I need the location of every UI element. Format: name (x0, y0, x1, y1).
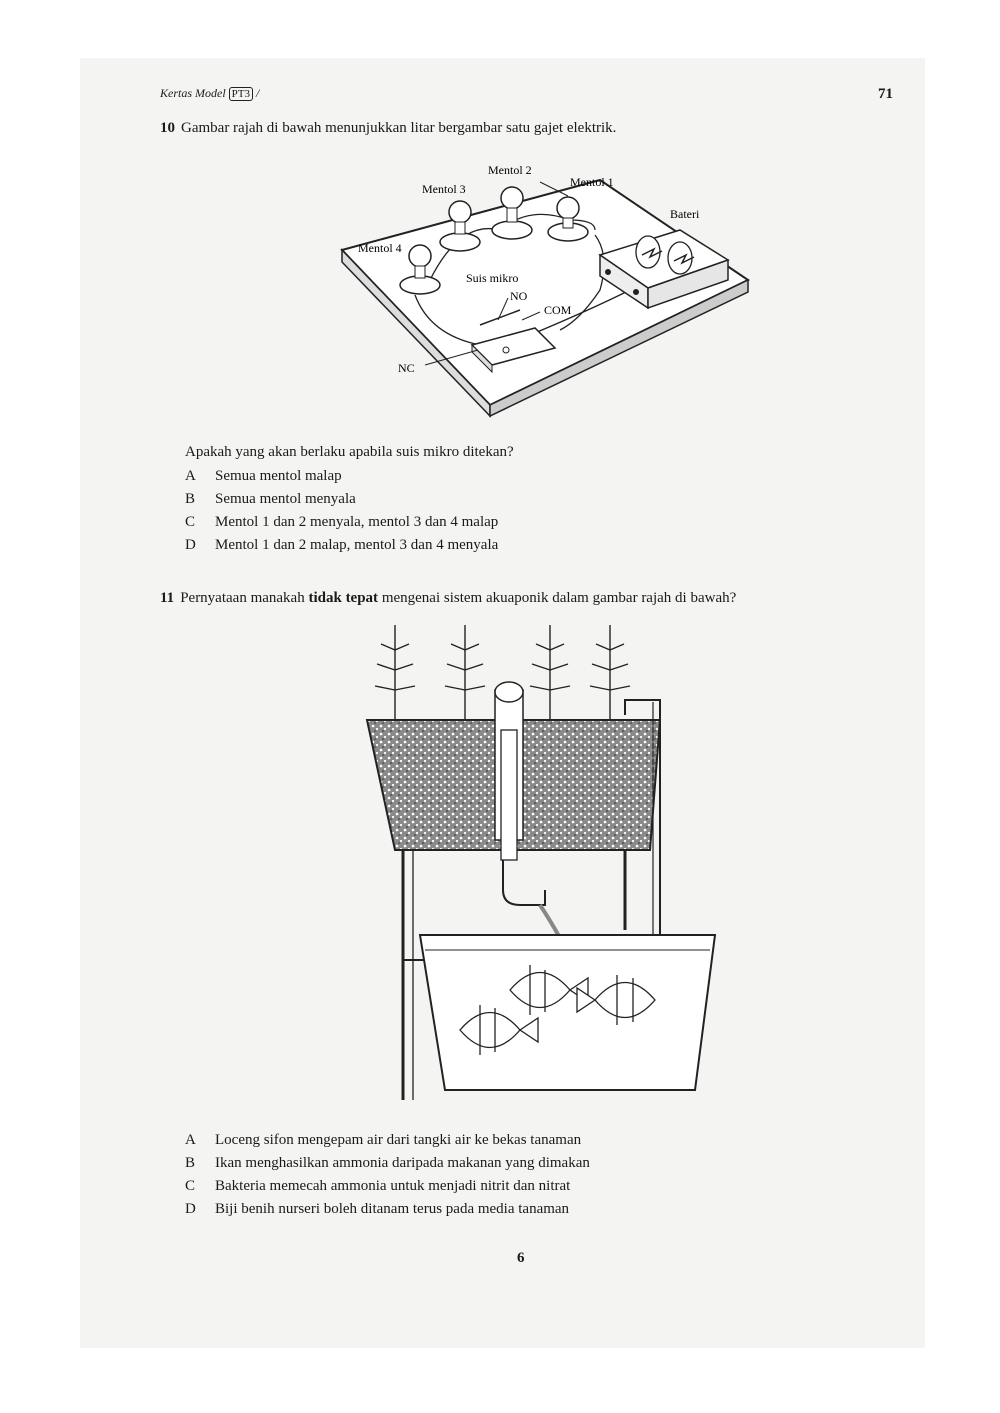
q11-option-text: Loceng sifon mengepam air dari tangki air ke bekas tanaman (215, 1132, 582, 1148)
q11-option-d[interactable] (185, 1201, 569, 1218)
q10-option-a[interactable] (185, 468, 342, 485)
label-no: NO (510, 289, 528, 303)
aquaponics-diagram (355, 620, 725, 1120)
circuit-diagram (330, 160, 750, 420)
q11-option-a[interactable] (185, 1132, 581, 1149)
q11-option-text: Bakteria memecah ammonia untuk menjadi nitrit dan nitrat (215, 1178, 571, 1194)
question-10-stem (160, 120, 616, 137)
page-number: 71 (878, 86, 893, 102)
header-prefix: Kertas Model (160, 86, 226, 100)
question-10-text: Gambar rajah di bawah menunjukkan litar bergambar satu gajet elektrik. (181, 120, 617, 136)
label-mentol-3: Mentol 3 (422, 182, 466, 196)
q10-option-text: Semua mentol menyala (215, 491, 356, 507)
q10-option-text: Mentol 1 dan 2 malap, mentol 3 dan 4 menyala (215, 537, 499, 553)
q11-option-letter: B (185, 1155, 196, 1171)
label-com: COM (544, 303, 572, 317)
footer-page-number: 6 (517, 1250, 525, 1266)
q10-option-letter: A (185, 468, 196, 484)
header-suffix: / (256, 86, 260, 100)
question-11-emphasis: tidak tepat (308, 590, 379, 606)
q10-option-letter: B (185, 491, 196, 507)
label-bateri: Bateri (670, 207, 700, 221)
question-10-number: 10 (160, 120, 175, 136)
question-11-number: 11 (160, 590, 175, 606)
q10-option-d[interactable] (185, 537, 498, 554)
label-mentol-1: Mentol 1 (570, 175, 614, 189)
question-11-text-a: Pernyataan manakah (180, 590, 305, 606)
paper-header (160, 86, 259, 101)
label-mentol-2: Mentol 2 (488, 163, 532, 177)
q11-option-letter: D (185, 1201, 196, 1217)
label-mentol-4: Mentol 4 (358, 241, 402, 255)
q11-option-letter: A (185, 1132, 196, 1148)
q10-option-c[interactable] (185, 514, 498, 531)
q10-option-b[interactable] (185, 491, 356, 508)
pt3-badge: PT3 (229, 87, 253, 101)
q11-option-b[interactable] (185, 1155, 590, 1172)
label-nc: NC (398, 361, 415, 375)
question-11-text-b: mengenai sistem akuaponik dalam gambar rajah di bawah? (381, 590, 737, 606)
q11-option-letter: C (185, 1178, 196, 1194)
question-10-prompt: Apakah yang akan berlaku apabila suis mikro ditekan? (185, 444, 514, 460)
q11-option-text: Ikan menghasilkan ammonia daripada makanan yang dimakan (215, 1155, 590, 1171)
q11-option-c[interactable] (185, 1178, 570, 1195)
q10-option-text: Mentol 1 dan 2 menyala, mentol 3 dan 4 malap (215, 514, 499, 530)
label-suis-mikro: Suis mikro (466, 271, 519, 285)
q11-option-text: Biji benih nurseri boleh ditanam terus pada media tanaman (215, 1201, 570, 1217)
q10-option-letter: D (185, 537, 196, 553)
question-11-stem (160, 590, 736, 607)
q10-option-text: Semua mentol malap (215, 468, 342, 484)
q10-option-letter: C (185, 514, 196, 530)
